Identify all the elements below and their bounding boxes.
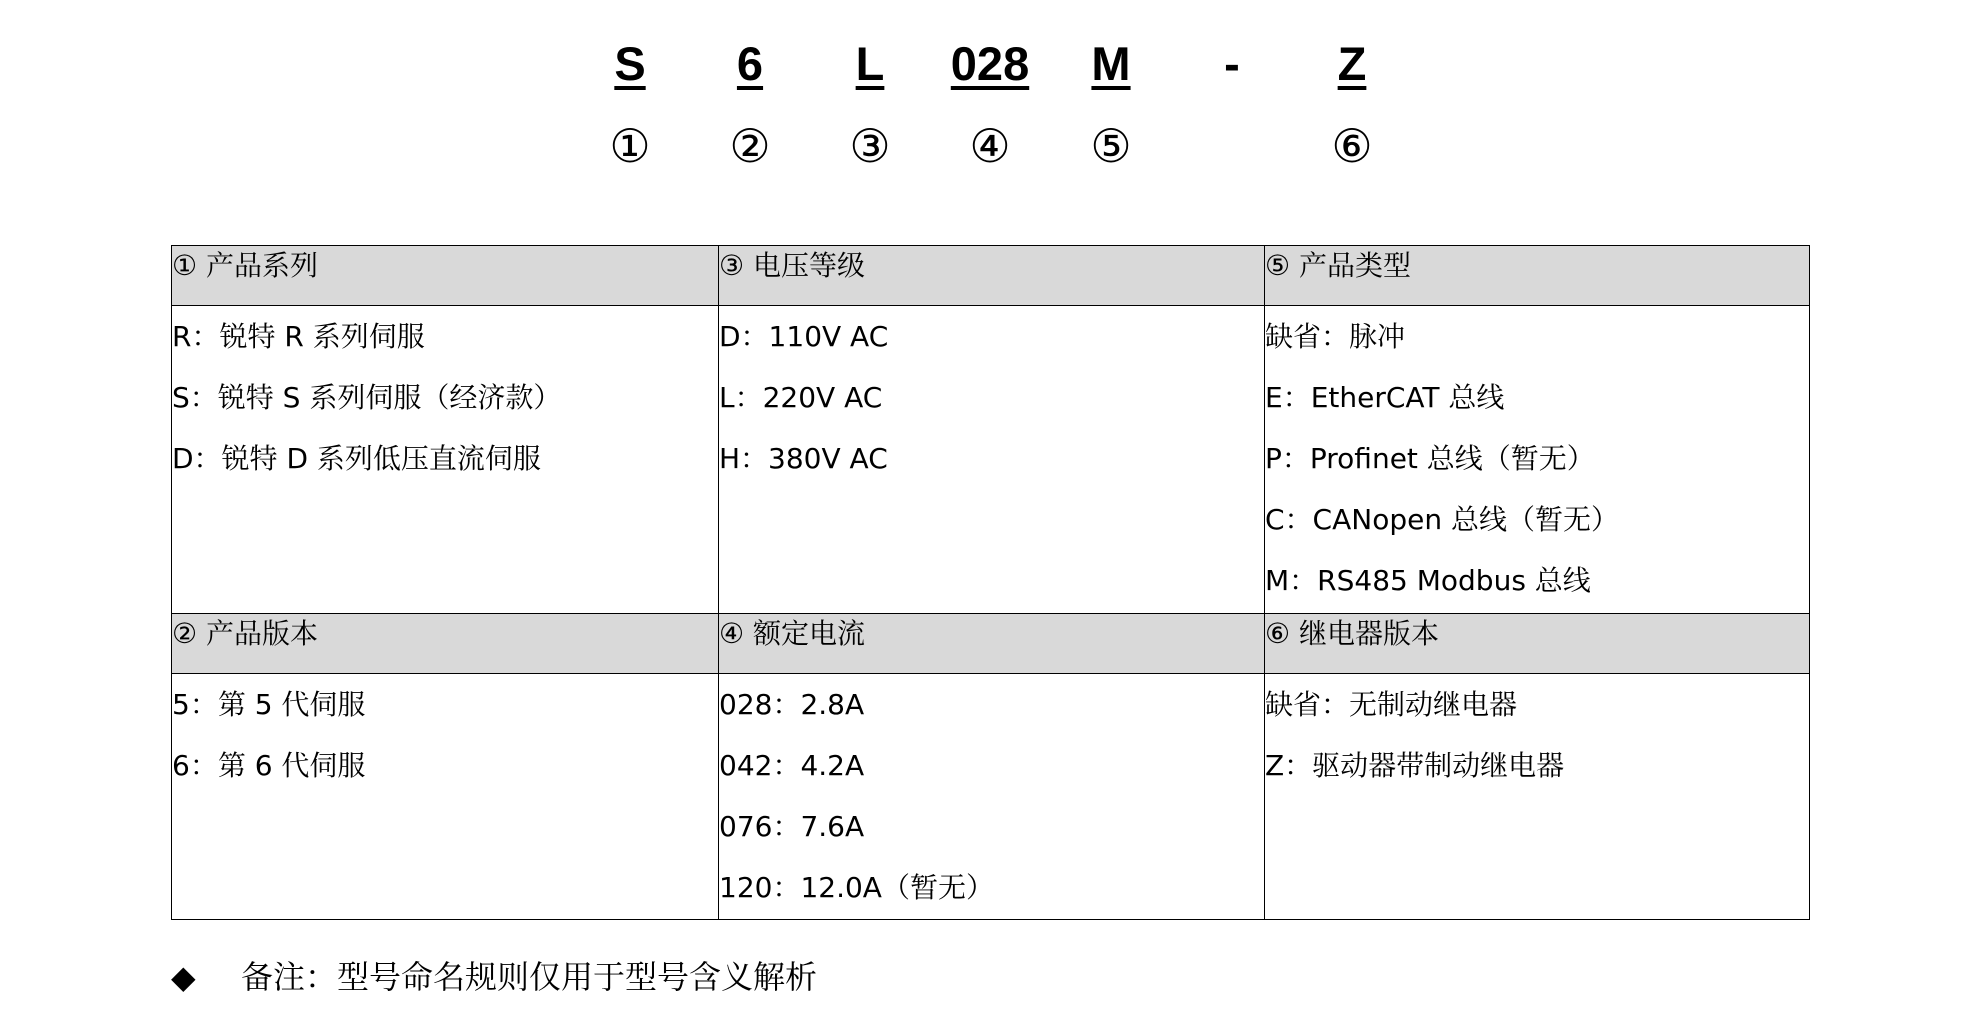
list-item: 042：4.2A	[719, 749, 865, 782]
diamond-bullet-icon: ◆	[171, 958, 196, 996]
list-item: R：锐特 R 系列伺服	[172, 320, 425, 353]
footnote-text: 备注：型号命名规则仅用于型号含义解析	[241, 958, 818, 996]
list-item: L：220V AC	[719, 381, 883, 414]
footnote	[171, 951, 817, 1003]
code-voltage: L	[855, 37, 885, 90]
section-header: ⑥ 继电器版本	[1265, 614, 1810, 674]
list-item: P：Profinet 总线（暂无）	[1265, 442, 1595, 475]
list-item: Z：驱动器带制动继电器	[1265, 749, 1565, 782]
index-marker: ④	[969, 119, 1011, 173]
table-row	[172, 306, 1810, 614]
code-type: M	[1091, 37, 1131, 90]
list-item: S：锐特 S 系列伺服（经济款）	[172, 381, 562, 414]
list-item: 6：第 6 代伺服	[172, 749, 366, 782]
section-body	[172, 306, 719, 614]
list-item: H：380V AC	[719, 442, 888, 475]
index-marker: ③	[849, 119, 891, 173]
table-row	[172, 674, 1810, 920]
index-marker: ②	[729, 119, 771, 173]
section-body	[172, 674, 719, 920]
section-body	[719, 306, 1265, 614]
section-body	[719, 674, 1265, 920]
list-item: 076：7.6A	[719, 810, 865, 843]
section-body	[1265, 674, 1810, 920]
code-series: S	[614, 37, 646, 90]
list-item: 028：2.8A	[719, 688, 865, 721]
code-relay: Z	[1337, 37, 1367, 90]
section-header: ③ 电压等级	[719, 246, 1265, 306]
list-item: 5：第 5 代伺服	[172, 688, 366, 721]
model-spec-table	[171, 245, 1810, 920]
table-header-row	[172, 246, 1810, 306]
table-header-row	[172, 614, 1810, 674]
code-version: 6	[736, 37, 764, 90]
model-code	[0, 34, 1964, 94]
list-item: E：EtherCAT 总线	[1265, 381, 1505, 414]
code-current: 028	[950, 37, 1030, 90]
list-item: C：CANopen 总线（暂无）	[1265, 503, 1619, 536]
code-separator: -	[1224, 37, 1240, 90]
list-item: 120：12.0A（暂无）	[719, 871, 994, 904]
list-item: D：110V AC	[719, 320, 889, 353]
section-header: ① 产品系列	[172, 246, 719, 306]
index-marker: ⑥	[1331, 119, 1373, 173]
list-item: D：锐特 D 系列低压直流伺服	[172, 442, 541, 475]
model-index-row	[0, 116, 1964, 176]
list-item: M：RS485 Modbus 总线	[1265, 564, 1591, 597]
list-item: 缺省：脉冲	[1265, 320, 1406, 353]
section-header: ⑤ 产品类型	[1265, 246, 1810, 306]
index-marker: ⑤	[1090, 119, 1132, 173]
index-marker: ①	[609, 119, 651, 173]
list-item: 缺省：无制动继电器	[1265, 688, 1518, 721]
section-header: ② 产品版本	[172, 614, 719, 674]
section-header: ④ 额定电流	[719, 614, 1265, 674]
section-body	[1265, 306, 1810, 614]
